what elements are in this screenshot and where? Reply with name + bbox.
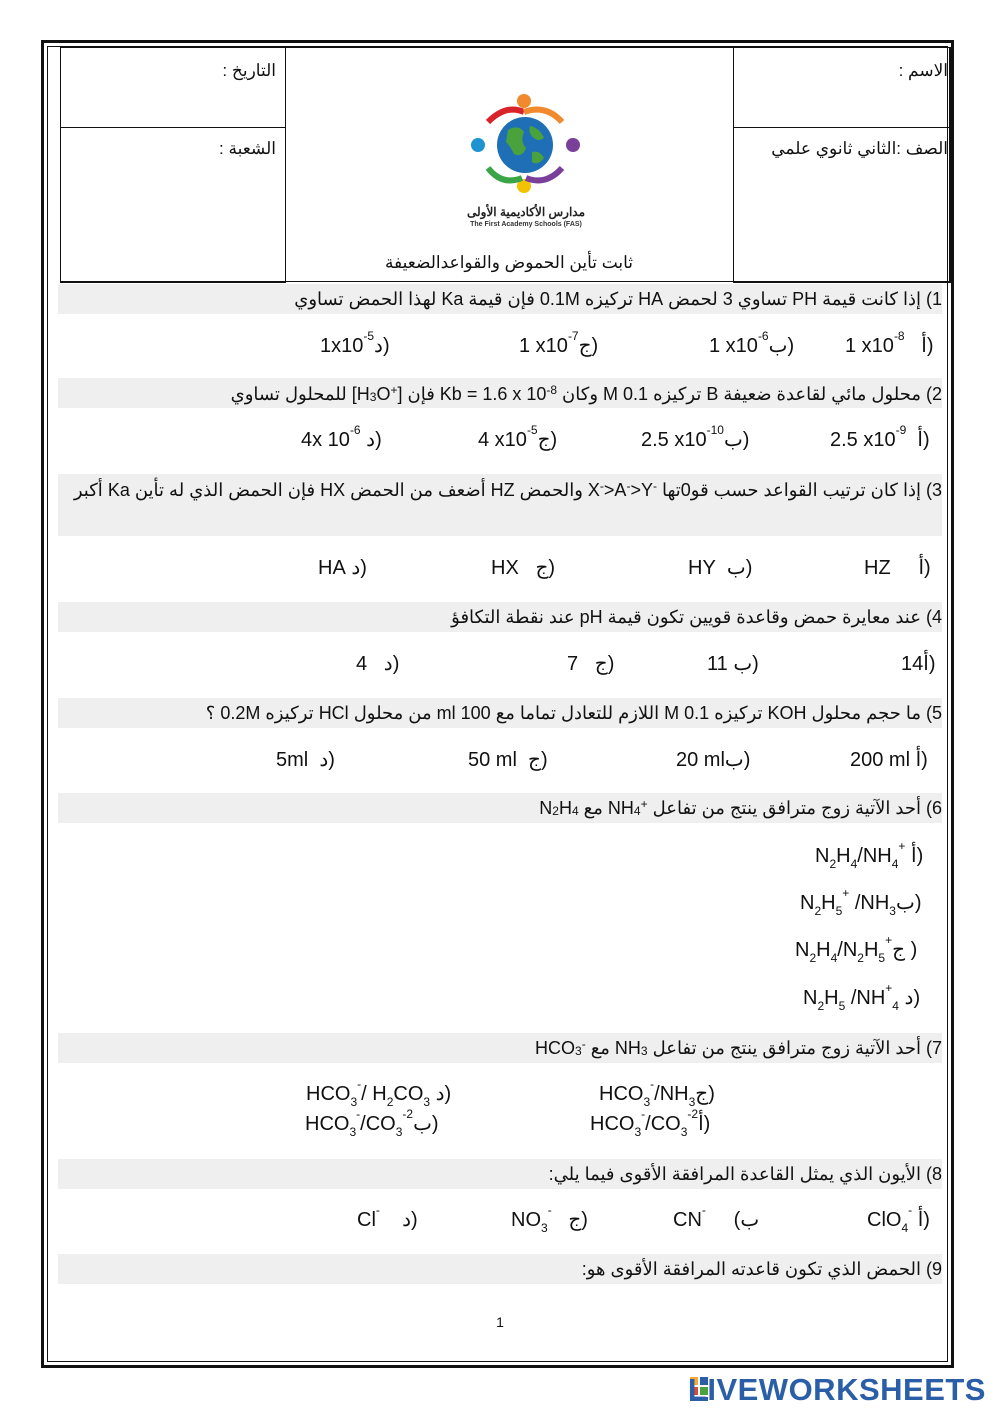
school-name-en: The First Academy Schools (FAS) <box>470 221 582 228</box>
option-4d[interactable]: 4 د) <box>356 653 400 675</box>
option-4c[interactable]: 7 ج) <box>567 653 615 675</box>
option-6d[interactable]: $N_2H_5$ $/NH^+_4$ د) <box>803 981 921 1013</box>
option-8c[interactable]: $NO_3^-$ ج) <box>511 1203 588 1235</box>
question-9: 9) الحمض الذي تكون قاعدته المرافقة الأقوى هو: <box>581 1259 942 1279</box>
option-3d[interactable]: HA د) <box>318 557 367 579</box>
page-number: 1 <box>496 1314 504 1330</box>
option-8b[interactable]: CN- (ب <box>673 1203 760 1231</box>
question-1: 1) إذا كانت قيمة PH تساوي 3 لحمض HA تركيزه 0.1M فإن قيمة Ka لهذا الحمض تساوي <box>294 289 942 309</box>
option-2a[interactable]: 2.5 $x10^{-9}$ أ) <box>830 423 930 451</box>
option-2d[interactable]: 4x $10^{-6}$ د) <box>301 423 382 451</box>
option-1c[interactable]: 1 $x10^{-7}ج$) <box>519 329 599 357</box>
liveworksheets-brand[interactable]: LIVEWORKSHEETS <box>687 1372 986 1407</box>
question-5: 5) ما حجم محلول KOH تركيزه 0.1 M اللازم للتعادل تماما مع 100 ml من محلول HCl تركيزه 0.2M ؟ <box>205 703 942 723</box>
option-7d[interactable]: $HCO_3^-/$ $H_2CO_3$ د) <box>306 1077 452 1109</box>
option-6c[interactable]: $N_2H_4/N_2H_5^+ج$ ) <box>795 933 918 965</box>
question-6: 6) أحد الآتية زوج مترافق ينتج من تفاعل $NH_4^+$ مع $N_2H_4$ <box>539 797 942 818</box>
question-7: 7) أحد الآتية زوج مترافق ينتج من تفاعل $NH_3$ مع $HCO_3^-$ <box>535 1037 942 1058</box>
option-6a[interactable]: $N_2H_4/NH_4^+$ أ) <box>815 839 924 871</box>
question-3: 3) إذا كان ترتيب القواعد حسب قو0تها X->A->Y- والحمض HZ أضعف من الحمض HX فإن الحمض الذي له تأين Ka أكبر <box>73 479 942 500</box>
option-3a[interactable]: HZ أ) <box>864 557 931 579</box>
school-name-ar: مدارس الأكاديمية الأولى <box>466 205 586 219</box>
option-3c[interactable]: HX ج) <box>491 557 556 579</box>
option-4a[interactable]: 14أ) <box>901 653 936 675</box>
option-8a[interactable]: ClO$_4$- أ) <box>867 1203 930 1235</box>
option-1d[interactable]: $1x10^{-5}د$) <box>320 329 390 357</box>
worksheet-title: ثابت تأين الحموض والقواعدالضعيفة <box>384 253 634 272</box>
option-7a[interactable]: $HCO_3^-/CO_3^{-2}أ$) <box>590 1107 711 1139</box>
option-8d[interactable]: Cl- د) <box>357 1203 418 1231</box>
question-8: 8) الأيون الذي يمثل القاعدة المرافقة الأقوى فيما يلي: <box>548 1164 942 1184</box>
option-7b[interactable]: $HCO_3^-/CO_3^{-2}ب$) <box>305 1107 439 1139</box>
option-3b[interactable]: HY ب) <box>688 557 753 579</box>
option-2b[interactable]: 2.5 $x10^{-10}ب$) <box>641 423 750 451</box>
option-5a[interactable]: 200 ml أ) <box>850 749 928 771</box>
option-6b[interactable]: $N_2H_5^+$ $/NH_3ب$) <box>800 886 922 918</box>
option-7c[interactable]: $HCO_3^-/NH_3ج$) <box>599 1077 715 1109</box>
question-2: 2) محلول مائي لقاعدة ضعيفة B تركيزه 0.1 M وكان Kb = 1.6 x $10^{-8}$ فإن $[H_3O^+]$ للمحلول تساوي <box>230 383 942 404</box>
school-logo <box>466 92 590 196</box>
option-1a[interactable]: 1 $x10^{-8}$ أ) <box>845 329 934 357</box>
section-label: الشعبة : <box>219 139 276 158</box>
option-5d[interactable]: 5ml د) <box>276 749 335 771</box>
option-4b[interactable]: 11 ب) <box>707 653 759 675</box>
question-4: 4) عند معايرة حمض وقاعدة قويين تكون قيمة pH عند نقطة التكافؤ <box>451 607 942 627</box>
option-5b[interactable]: 20 mlب) <box>676 749 751 771</box>
date-cell <box>60 47 286 128</box>
grade-label: الصف :الثاني ثانوي علمي <box>771 139 948 158</box>
name-cell[interactable] <box>733 47 951 128</box>
name-label: الاسم : <box>898 61 948 80</box>
option-5c[interactable]: 50 ml ج) <box>468 749 548 771</box>
option-1b[interactable]: 1 $x10^{-6}ب$) <box>709 329 795 357</box>
date-label: التاريخ : <box>222 61 276 80</box>
option-2c[interactable]: 4 $x10^{-5}ج$) <box>478 423 558 451</box>
